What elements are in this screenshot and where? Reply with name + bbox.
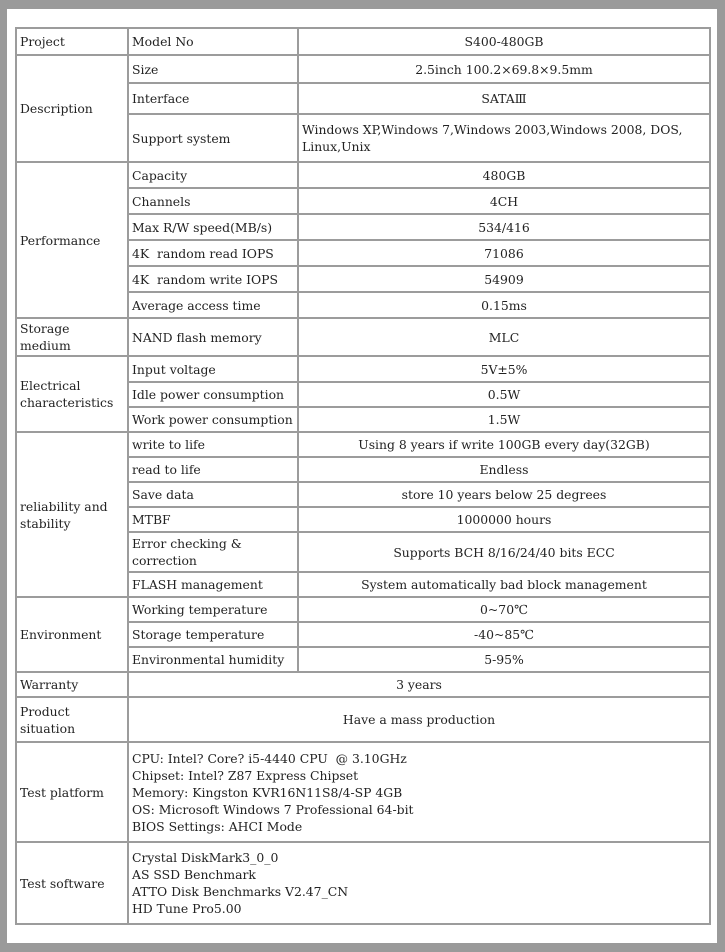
value-channels: 4CH <box>298 188 710 214</box>
item-save-data: Save data <box>128 482 298 507</box>
value-mtbf: 1000000 hours <box>298 507 710 532</box>
table-row <box>16 842 710 924</box>
item-support-system: Support system <box>128 114 298 162</box>
platform-line: BIOS Settings: AHCI Mode <box>132 818 303 834</box>
item-write-to-life: write to life <box>128 432 298 457</box>
group-project: Project <box>16 28 128 55</box>
item-random-write: 4K random write IOPS <box>128 266 298 292</box>
group-product-situation: Product situation <box>16 697 128 742</box>
table-row <box>16 318 710 356</box>
item-nand-flash: NAND flash memory <box>128 318 298 356</box>
table-row <box>16 742 710 842</box>
value-read-to-life: Endless <box>298 457 710 482</box>
table-row <box>16 597 710 622</box>
value-interface: SATAⅢ <box>298 83 710 114</box>
item-flash-management: FLASH management <box>128 572 298 597</box>
item-channels: Channels <box>128 188 298 214</box>
group-test-software: Test software <box>16 842 128 924</box>
item-interface: Interface <box>128 83 298 114</box>
value-product-situation: Have a mass production <box>128 697 710 742</box>
value-warranty: 3 years <box>128 672 710 697</box>
table-row <box>16 28 710 55</box>
value-storage-temp: -40~85℃ <box>298 622 710 647</box>
value-random-write: 54909 <box>298 266 710 292</box>
group-storage-medium: Storage medium <box>16 318 128 356</box>
software-line: HD Tune Pro5.00 <box>132 901 242 916</box>
item-working-temp: Working temperature <box>128 597 298 622</box>
item-error-checking: Error checking & correction <box>128 532 298 572</box>
item-mtbf: MTBF <box>128 507 298 532</box>
item-humidity: Environmental humidity <box>128 647 298 672</box>
item-idle-power: Idle power consumption <box>128 382 298 407</box>
platform-line: Memory: Kingston KVR16N11S8/4-SP 4GB <box>132 784 403 800</box>
table-row <box>16 672 710 697</box>
item-storage-temp: Storage temperature <box>128 622 298 647</box>
group-performance: Performance <box>16 162 128 318</box>
value-test-software <box>128 842 710 924</box>
value-idle-power: 0.5W <box>298 382 710 407</box>
item-read-to-life: read to life <box>128 457 298 482</box>
item-model-no: Model No <box>128 28 298 55</box>
spec-table <box>15 27 711 925</box>
value-access-time: 0.15ms <box>298 292 710 318</box>
table-row <box>16 432 710 457</box>
value-random-read: 71086 <box>298 240 710 266</box>
software-line: Crystal DiskMark3_0_0 <box>132 850 279 865</box>
item-max-rw-speed: Max R/W speed(MB/s) <box>128 214 298 240</box>
platform-line: Chipset: Intel? Z87 Express Chipset <box>132 767 359 783</box>
table-row <box>16 55 710 83</box>
value-input-voltage: 5V±5% <box>298 356 710 382</box>
table-row <box>16 697 710 742</box>
spec-sheet <box>7 9 717 943</box>
value-work-power: 1.5W <box>298 407 710 432</box>
software-line: ATTO Disk Benchmarks V2.47_CN <box>132 884 349 899</box>
software-line: AS SSD Benchmark <box>132 867 256 882</box>
platform-line: OS: Microsoft Windows 7 Professional 64-bit <box>132 801 414 817</box>
value-flash-management: System automatically bad block management <box>298 572 710 597</box>
value-max-rw-speed: 534/416 <box>298 214 710 240</box>
value-test-platform <box>128 742 710 842</box>
value-support-system: Windows XP,Windows 7,Windows 2003,Windows 2008, DOS, Linux,Unix <box>298 114 710 162</box>
group-description: Description <box>16 55 128 162</box>
item-work-power: Work power consumption <box>128 407 298 432</box>
group-warranty: Warranty <box>16 672 128 697</box>
item-capacity: Capacity <box>128 162 298 188</box>
platform-line: CPU: Intel? Core? i5-4440 CPU @ 3.10GHz <box>132 750 407 766</box>
group-reliability: reliability and stability <box>16 432 128 597</box>
value-storage-medium: MLC <box>298 318 710 356</box>
value-model-no: S400-480GB <box>298 28 710 55</box>
group-electrical: Electrical characteristics <box>16 356 128 432</box>
value-size: 2.5inch 100.2×69.8×9.5mm <box>298 55 710 83</box>
group-environment: Environment <box>16 597 128 672</box>
value-capacity: 480GB <box>298 162 710 188</box>
value-humidity: 5-95% <box>298 647 710 672</box>
value-write-to-life: Using 8 years if write 100GB every day(32GB) <box>298 432 710 457</box>
value-save-data: store 10 years below 25 degrees <box>298 482 710 507</box>
table-row <box>16 356 710 382</box>
item-access-time: Average access time <box>128 292 298 318</box>
group-test-platform: Test platform <box>16 742 128 842</box>
value-working-temp: 0~70℃ <box>298 597 710 622</box>
value-error-checking: Supports BCH 8/16/24/40 bits ECC <box>298 532 710 572</box>
item-size: Size <box>128 55 298 83</box>
item-input-voltage: Input voltage <box>128 356 298 382</box>
item-random-read: 4K random read IOPS <box>128 240 298 266</box>
table-row <box>16 162 710 188</box>
